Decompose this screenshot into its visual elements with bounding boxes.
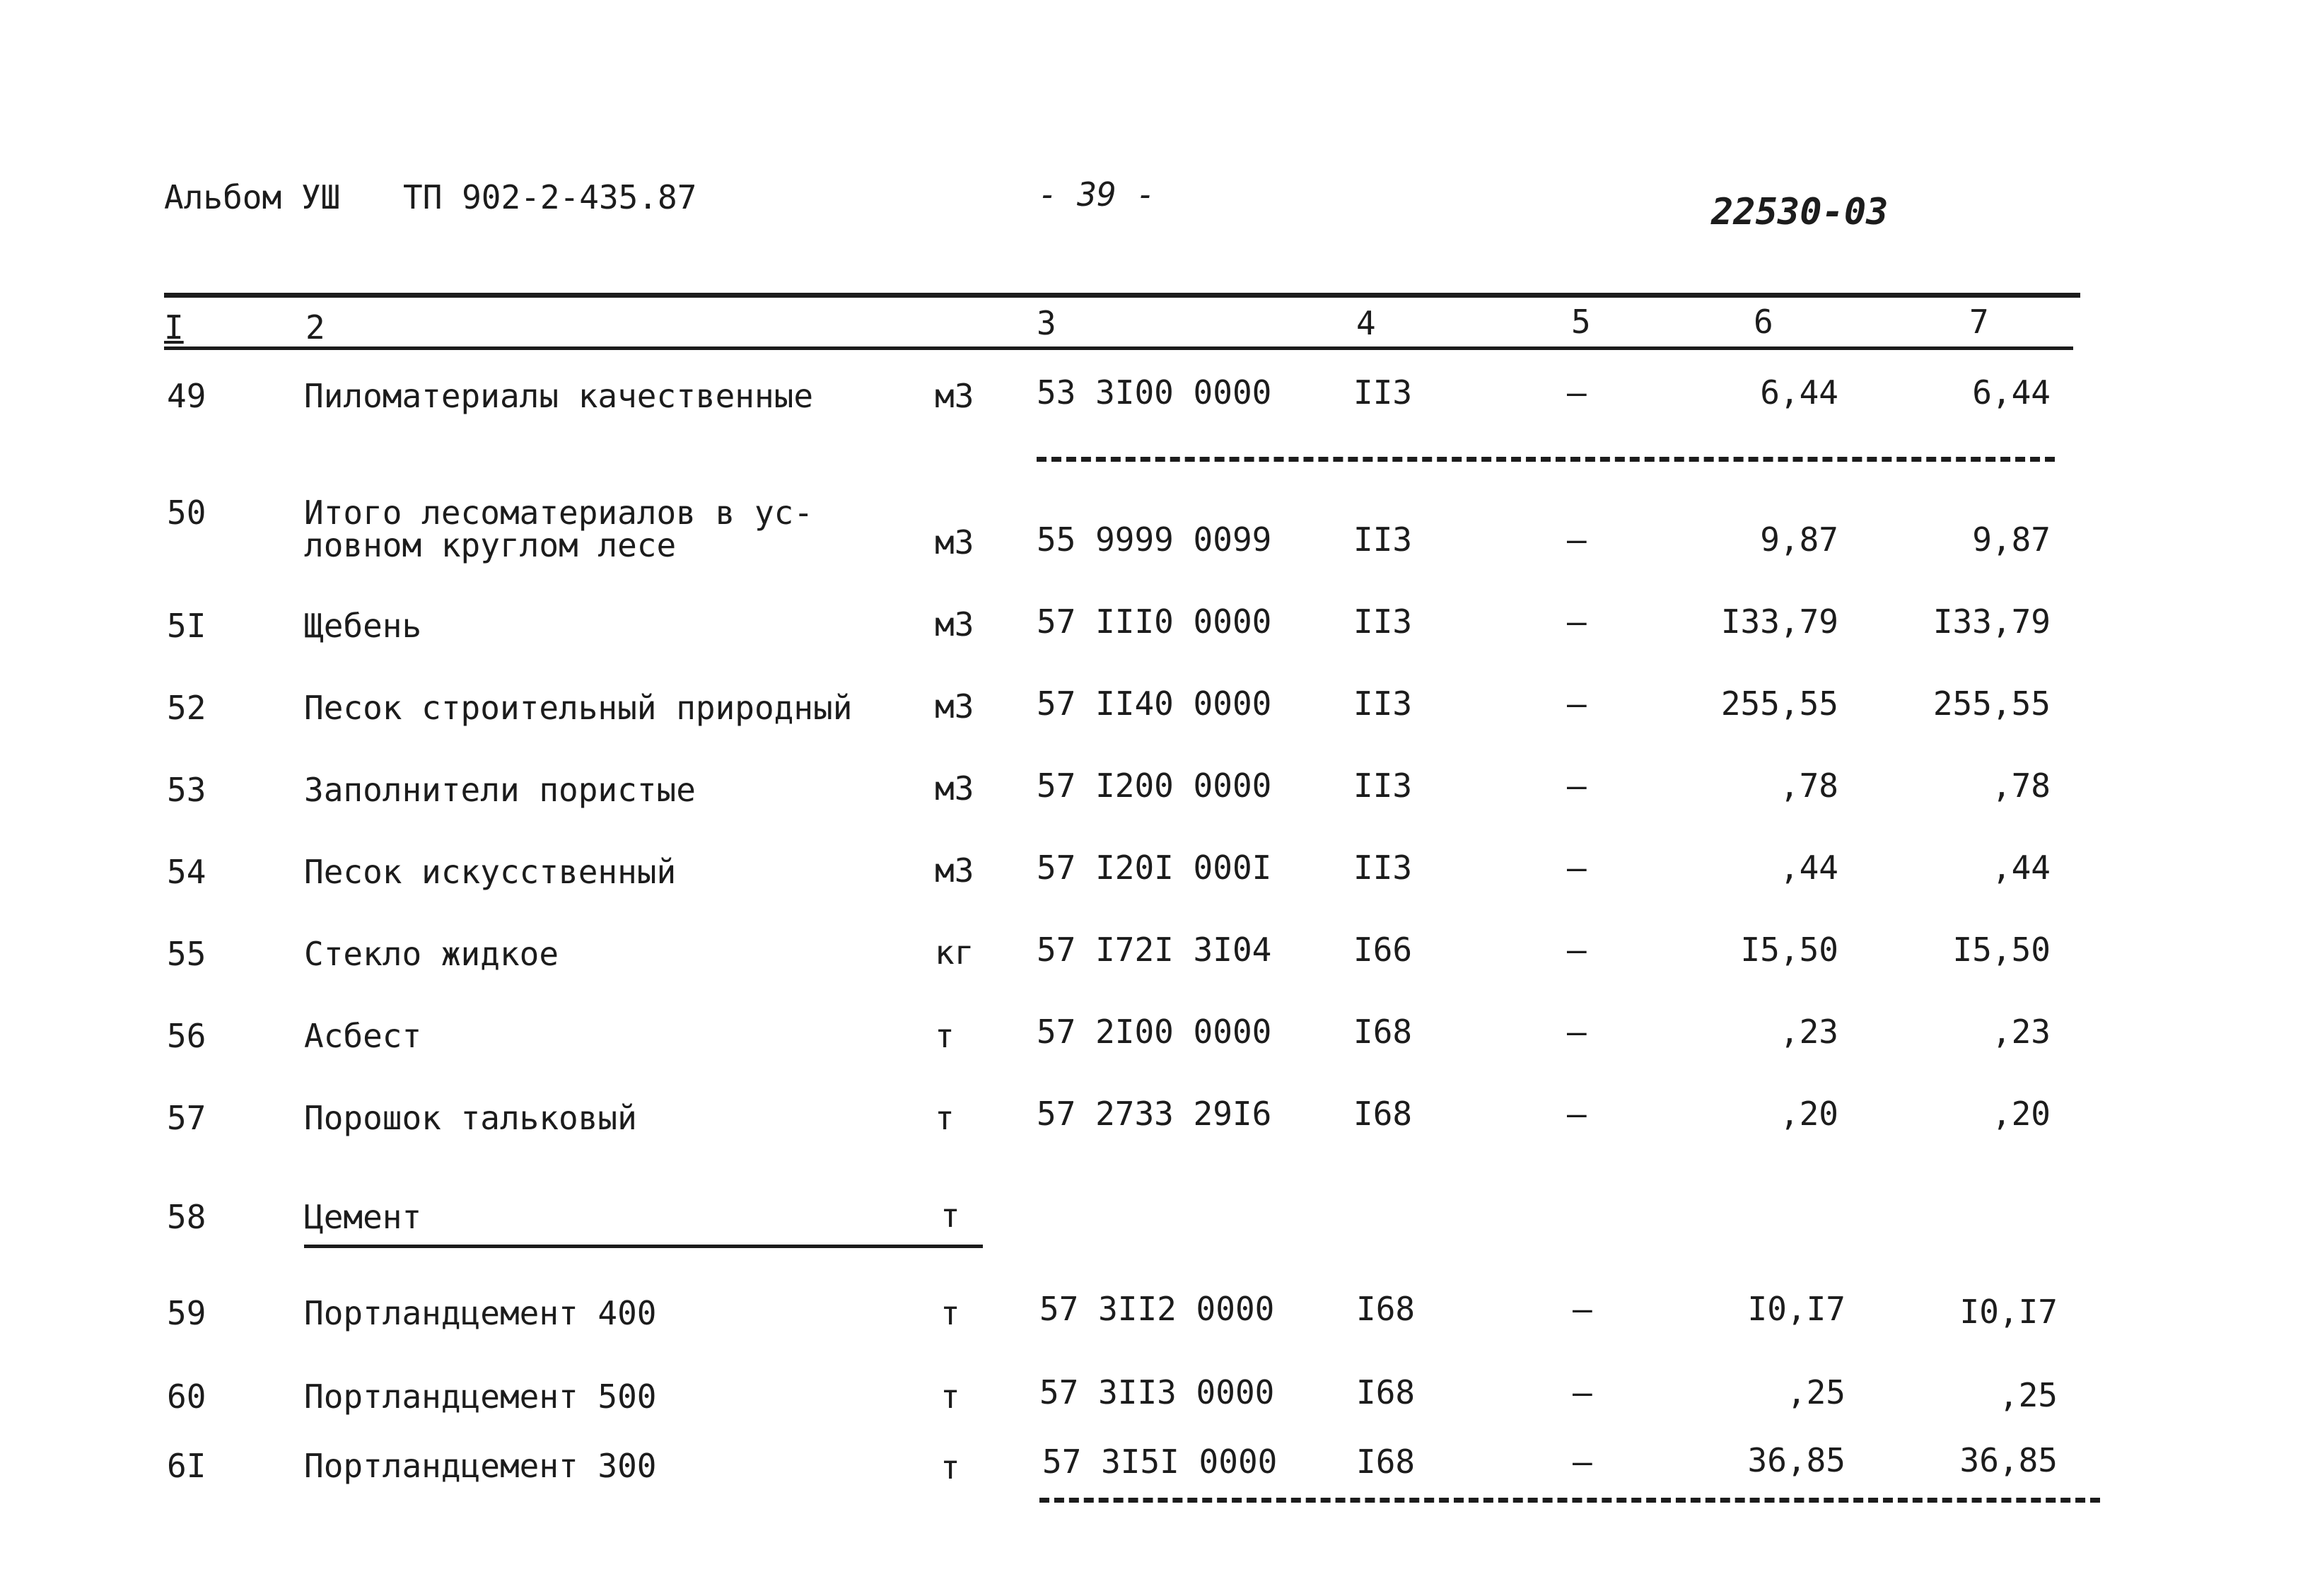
row-col5: – [1567,849,1587,887]
top-rule [164,293,2080,298]
album-label: Альбом УШ [164,178,341,216]
header-rule [164,346,2073,350]
row-col5: – [1567,1095,1587,1133]
row-code: 53 3I00 0000 [1037,373,1272,412]
row-code: 57 I200 0000 [1037,767,1272,805]
row-col4: II3 [1353,520,1413,559]
row-name: Пиломатериалы качественные [304,377,814,415]
column-header-6: 6 [1754,303,1773,341]
row-name: Асбест [304,1017,422,1055]
row-col6: ,44 [1779,849,1838,887]
row-col5: – [1573,1290,1592,1328]
row-col6: 255,55 [1720,685,1838,723]
row-col6: I33,79 [1720,602,1838,641]
row-col6: ,23 [1779,1013,1838,1051]
row-col4: I66 [1353,931,1413,969]
column-header-5: 5 [1571,303,1591,341]
row-number: 5I [167,607,206,645]
row-col4: II3 [1353,602,1413,641]
row-col4: II3 [1353,685,1413,723]
row-unit: м3 [935,377,974,415]
row-col4: I68 [1356,1290,1416,1328]
row-name: Портландцемент 400 [304,1294,657,1332]
row-number: 59 [167,1294,206,1332]
row-col7: ,23 [1991,1013,2051,1051]
row-col5: – [1567,767,1587,805]
row-col7: 255,55 [1932,685,2051,723]
project-code: ТП 902-2-435.87 [403,178,697,216]
row-name: Стекло жидкое [304,935,559,973]
row-name: Итого лесоматериалов в ус- [304,494,814,532]
row-col5: – [1567,931,1587,969]
row-unit: кг [935,933,974,972]
bottom-dashed-line [1039,1498,2100,1503]
row-col6: 36,85 [1747,1441,1846,1479]
row-number: 58 [167,1198,206,1236]
row-col5: – [1567,602,1587,641]
row-unit: т [935,1099,955,1137]
row-col6: 9,87 [1760,520,1838,559]
row-code: 57 II40 0000 [1037,685,1272,723]
row-col7: I0,I7 [1959,1293,2058,1331]
page-number: - 39 - [1038,175,1156,214]
row-col6: I5,50 [1740,931,1838,969]
row-code: 55 9999 0099 [1037,520,1272,559]
row-col7: ,20 [1991,1095,2051,1133]
row-number: 53 [167,771,206,809]
row-col5: – [1567,373,1587,412]
row-number: 6I [167,1447,206,1485]
row-unit: м3 [935,769,974,808]
row-name: Портландцемент 300 [304,1447,657,1485]
row-col7: 6,44 [1972,373,2051,412]
row-col5: – [1573,1443,1592,1481]
row-code: 57 3II3 0000 [1039,1373,1275,1411]
row-number: 54 [167,853,206,891]
row-name-continued: ловном круглом лесе [304,526,677,564]
row-col7: 36,85 [1959,1441,2058,1479]
column-header-7: 7 [1969,303,1989,341]
section-underline [304,1245,983,1248]
row-col4: II3 [1353,373,1413,412]
row-col5: – [1567,520,1587,559]
row-col4: I68 [1356,1373,1416,1411]
row-col7: I5,50 [1952,931,2051,969]
row-col7: I33,79 [1932,602,2051,641]
row-unit: м3 [935,687,974,726]
row-code: 57 3I5I 0000 [1042,1443,1278,1481]
column-header-2: 2 [305,308,325,346]
row-number: 52 [167,689,206,727]
row-unit: т [940,1377,960,1416]
row-unit: м3 [935,605,974,643]
row-name: Щебень [304,607,422,645]
row-col4: II3 [1353,849,1413,887]
row-col6: I0,I7 [1747,1290,1846,1328]
row-code: 57 3II2 0000 [1039,1290,1275,1328]
row-col7: 9,87 [1972,520,2051,559]
column-header-3: 3 [1037,304,1056,342]
row-col4: I68 [1356,1443,1416,1481]
row-code: 57 2I00 0000 [1037,1013,1272,1051]
row-col6: 6,44 [1760,373,1838,412]
row-name: Песок строительный природный [304,689,853,727]
row-number: 57 [167,1099,206,1137]
row-col4: I68 [1353,1013,1413,1051]
document-code: 22530-03 [1711,191,1889,233]
subtotal-dashed-line [1037,457,2055,462]
section-heading: Цемент [304,1198,422,1236]
row-col7: ,78 [1991,767,2051,805]
row-code: 57 I20I 000I [1037,849,1272,887]
row-col4: I68 [1353,1095,1413,1133]
row-col6: ,25 [1786,1373,1846,1411]
row-number: 56 [167,1017,206,1055]
row-col5: – [1573,1373,1592,1411]
row-number: 55 [167,935,206,973]
column-header-4: 4 [1356,304,1376,342]
row-unit: м3 [935,851,974,890]
row-col5: – [1567,1013,1587,1051]
row-unit: т [935,1017,955,1055]
row-col7: ,25 [1998,1376,2058,1414]
row-name: Песок искусственный [304,853,677,891]
row-number: 50 [167,494,206,532]
row-unit: т [940,1448,960,1486]
row-col7: ,44 [1991,849,2051,887]
row-col6: ,78 [1779,767,1838,805]
row-code: 57 2733 29I6 [1037,1095,1272,1133]
row-unit: т [940,1196,960,1235]
row-code: 57 I72I 3I04 [1037,931,1272,969]
row-number: 60 [167,1377,206,1416]
row-number: 49 [167,377,206,415]
row-name: Порошок тальковый [304,1099,637,1137]
row-name: Портландцемент 500 [304,1377,657,1416]
row-col4: II3 [1353,767,1413,805]
row-col5: – [1567,685,1587,723]
row-unit: м3 [935,523,974,561]
column-header-1: I [164,308,184,346]
row-col6: ,20 [1779,1095,1838,1133]
row-name: Заполнители пористые [304,771,696,809]
row-code: 57 III0 0000 [1037,602,1272,641]
row-unit: т [940,1294,960,1332]
